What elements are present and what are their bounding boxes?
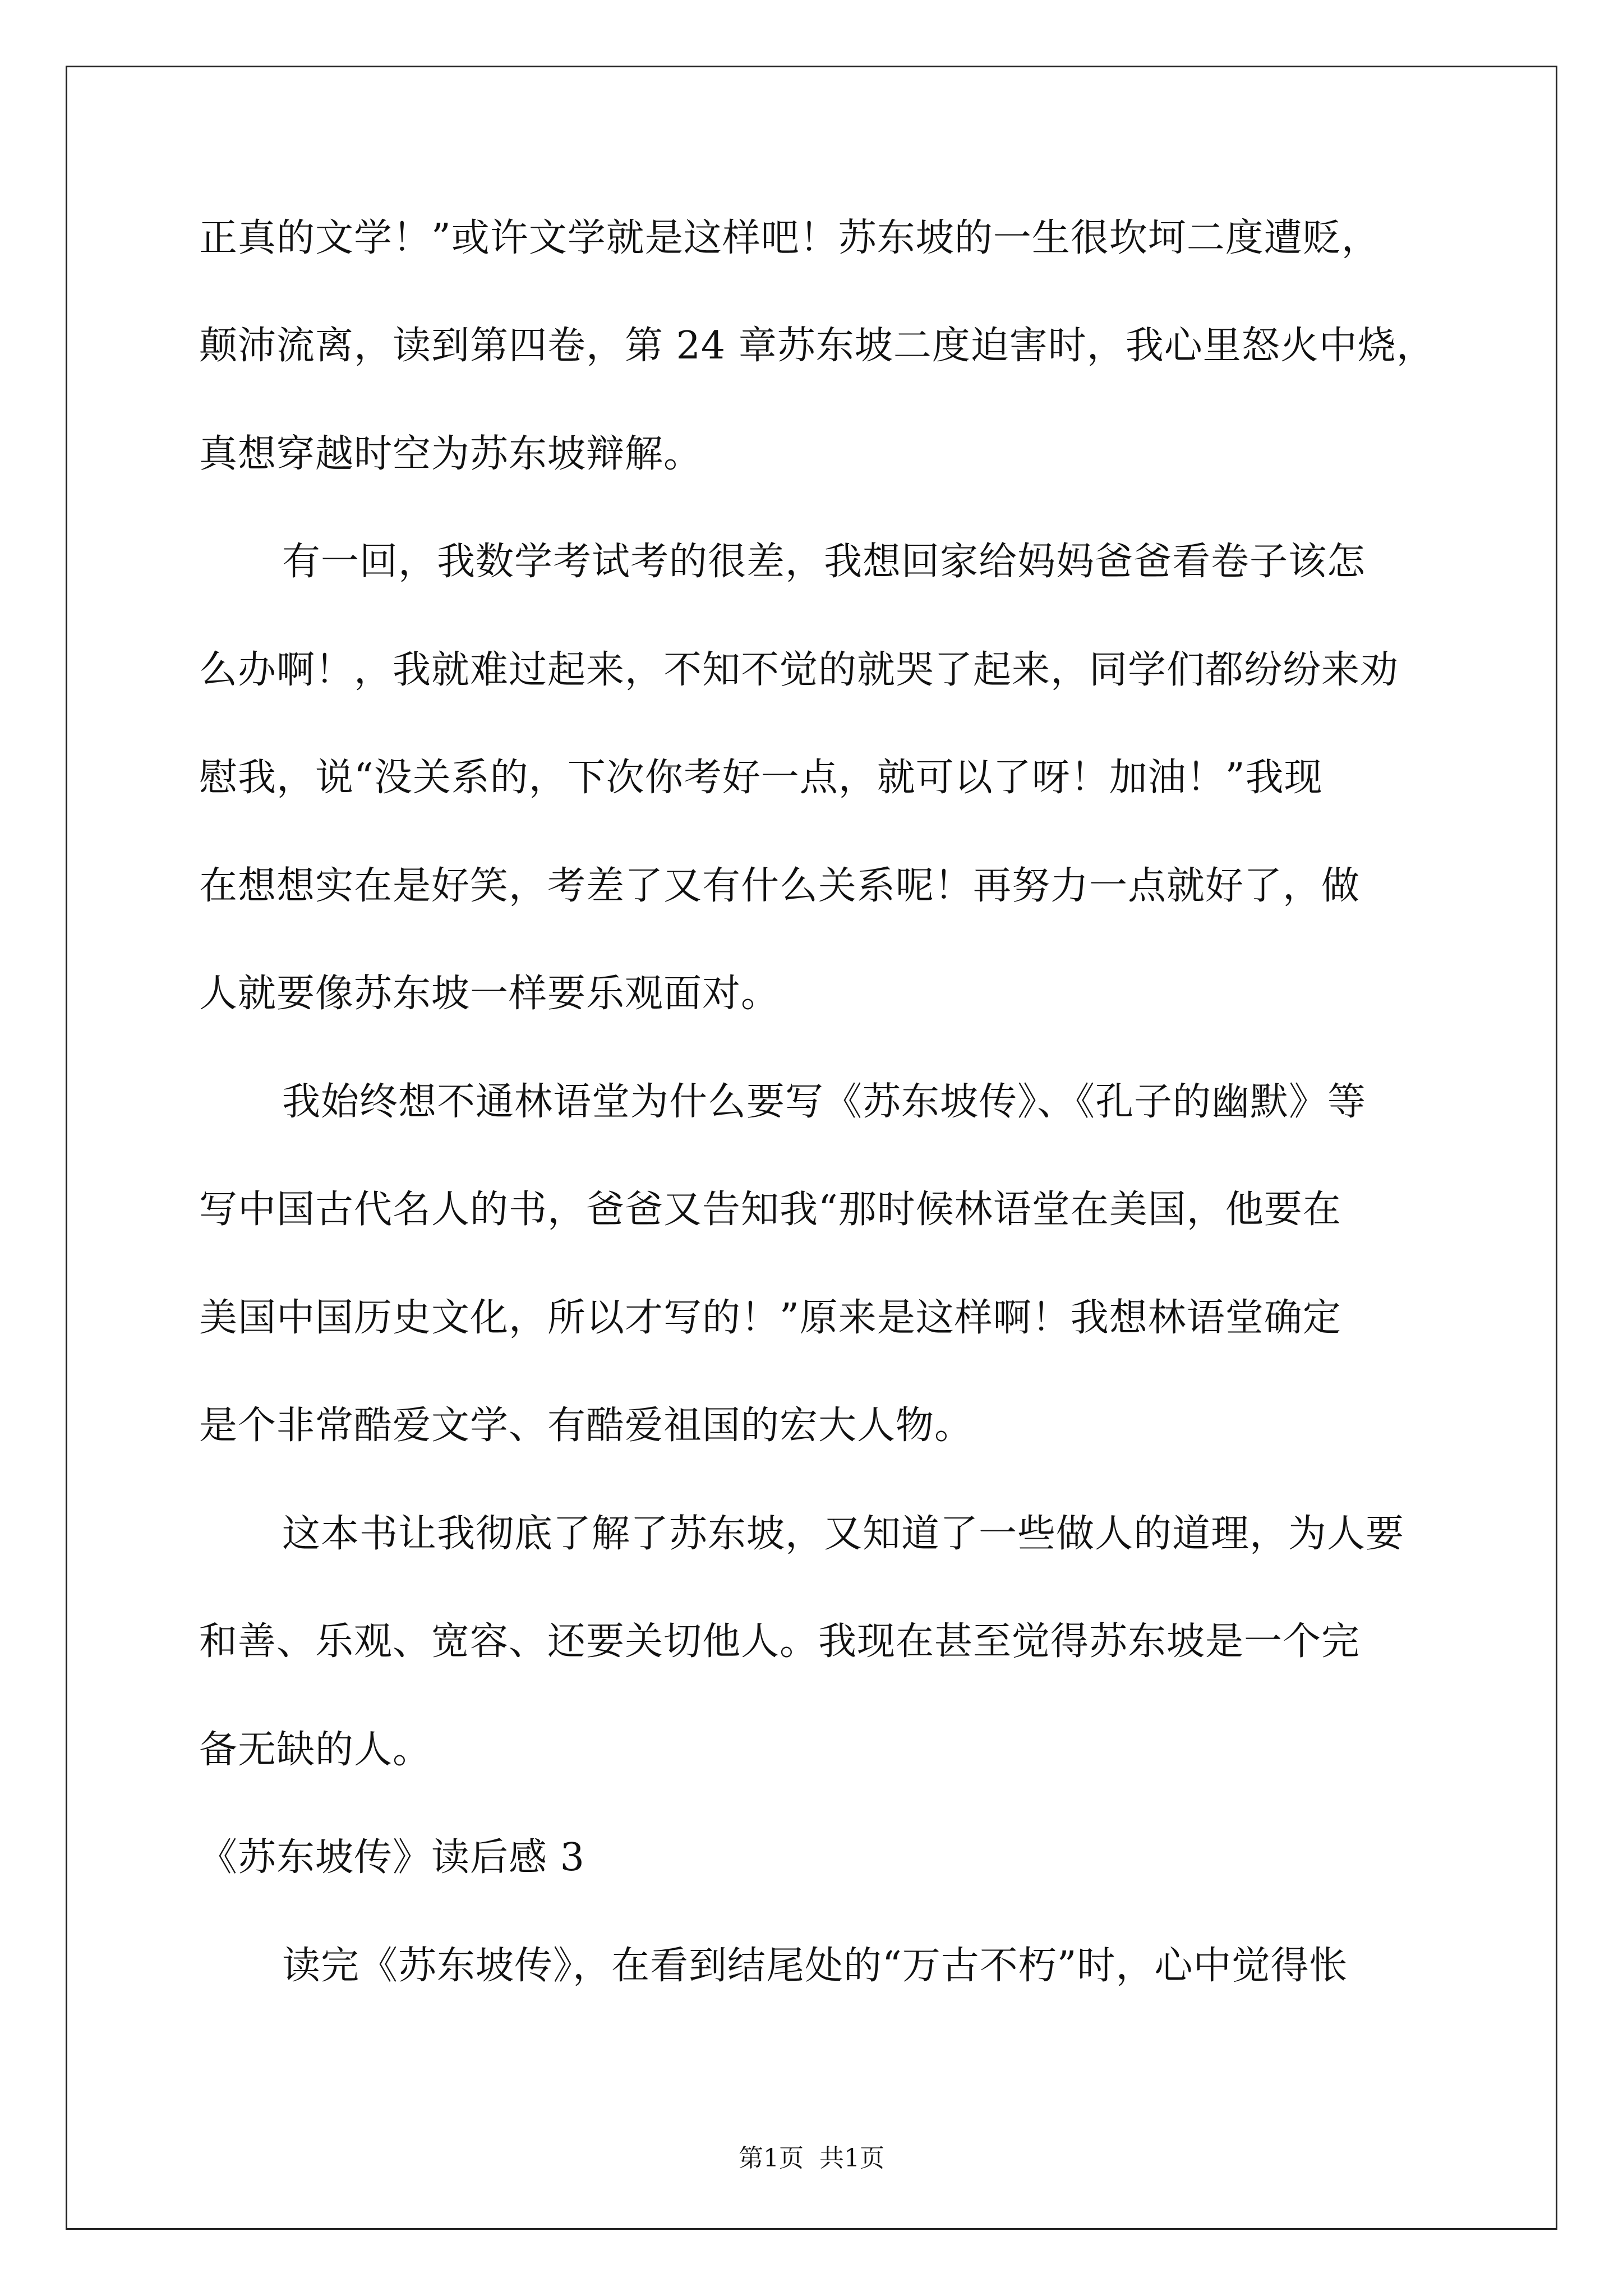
text-line: 颠沛流离，读到第四卷，第 24 章苏东坡二度迫害时，我心里怒火中烧， (199, 324, 1435, 368)
paragraph-first-line: 我始终想不通林语堂为什么要写《苏东坡传》、《孔子的幽默》等 (282, 1080, 1367, 1124)
paragraph-first-line: 这本书让我彻底了解了苏东坡，又知道了一些做人的道理，为人要 (282, 1512, 1405, 1556)
paragraph-first-line: 读完《苏东坡传》，在看到结尾处的“万古不朽”时，心中觉得怅 (282, 1944, 1348, 1988)
text-line: 么办啊！，我就难过起来，不知不觉的就哭了起来，同学们都纷纷来劝 (199, 648, 1399, 692)
page-footer (0, 2142, 1623, 2175)
section-heading: 《苏东坡传》读后感 3 (199, 1835, 585, 1880)
text-line: 写中国古代名人的书，爸爸又告知我“那时候林语堂在美国，他要在 (199, 1188, 1341, 1232)
text-line: 和善、乐观、宽容、还要关切他人。我现在甚至觉得苏东坡是一个完 (199, 1619, 1361, 1664)
page-border (66, 66, 1557, 2230)
text-line: 是个非常酷爱文学、有酷爱祖国的宏大人物。 (199, 1404, 974, 1448)
text-line: 美国中国历史文化，所以才写的！”原来是这样啊！我想林语堂确定 (199, 1296, 1341, 1340)
text-line: 在想想实在是好笑，考差了又有什么关系呢！再努力一点就好了，做 (199, 864, 1361, 908)
page-total: 共1页 (819, 2144, 884, 2173)
text-line: 人就要像苏东坡一样要乐观面对。 (199, 972, 780, 1016)
paragraph-first-line: 有一回，我数学考试考的很差，我想回家给妈妈爸爸看卷子该怎 (282, 540, 1366, 584)
text-line: 真想穿越时空为苏东坡辩解。 (199, 432, 703, 476)
text-line: 正真的文学！”或许文学就是这样吧！苏东坡的一生很坎坷二度遭贬， (199, 216, 1380, 260)
text-line: 备无缺的人。 (199, 1728, 432, 1772)
text-line: 慰我，说“没关系的，下次你考好一点，就可以了呀！加油！”我现 (199, 756, 1323, 800)
page-number: 第1页 (739, 2144, 804, 2173)
